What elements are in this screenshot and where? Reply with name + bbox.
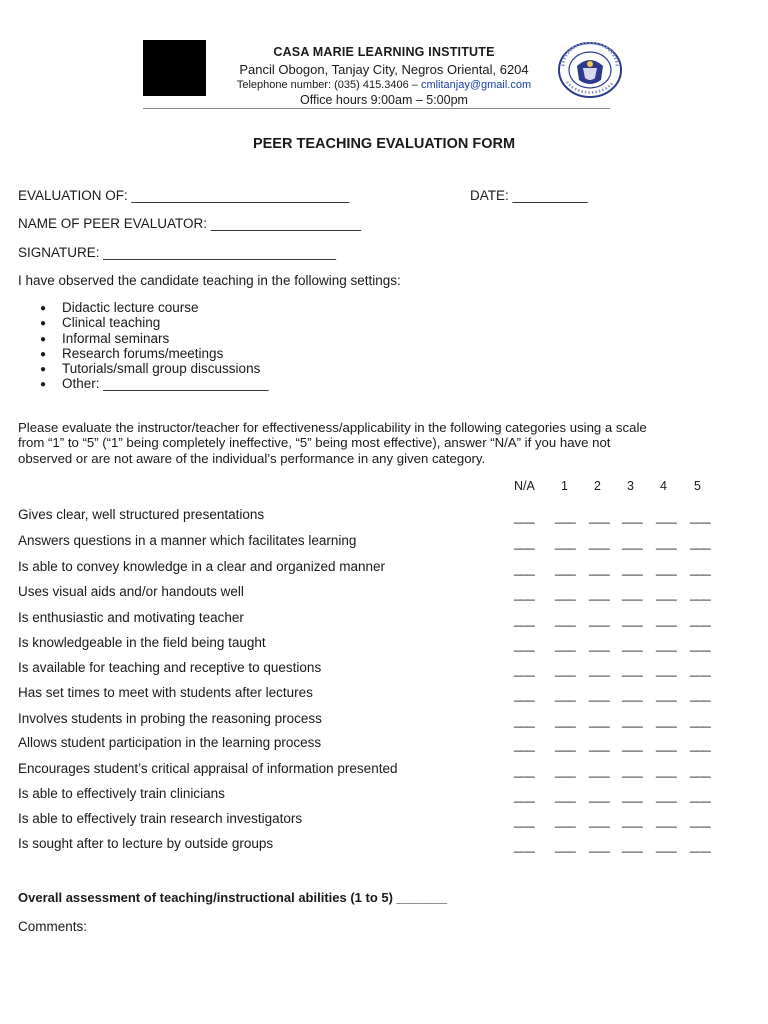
setting-label: Other: ______________________	[62, 376, 269, 391]
rating-blank-1[interactable]: ___	[555, 813, 576, 828]
rating-blank-5[interactable]: ___	[690, 637, 711, 652]
form-title: PEER TEACHING EVALUATION FORM	[252, 136, 516, 152]
criterion-label: Is knowledgeable in the field being taught	[18, 635, 266, 650]
rating-blank-2[interactable]: ___	[589, 838, 610, 853]
rating-blank-2[interactable]: ___	[589, 763, 610, 778]
criterion-label: Is enthusiastic and motivating teacher	[18, 610, 244, 625]
scale-header-3: 3	[627, 479, 634, 493]
rating-blank-1[interactable]: ___	[555, 788, 576, 803]
rating-blank-4[interactable]: ___	[656, 662, 677, 677]
criterion-label: Involves students in probing the reasoning process	[18, 711, 322, 726]
rating-blank-3[interactable]: ___	[622, 509, 643, 524]
setting-label: Informal seminars	[62, 331, 170, 346]
rating-blank-5[interactable]: ___	[690, 561, 711, 576]
rating-blank-na[interactable]: ___	[514, 737, 535, 752]
rating-blank-3[interactable]: ___	[622, 687, 643, 702]
evaluation-of-field[interactable]: EVALUATION OF: _____________________________	[18, 188, 350, 203]
rating-blank-4[interactable]: ___	[656, 509, 677, 524]
criterion-label: Is sought after to lecture by outside groups	[18, 836, 274, 851]
rating-blank-5[interactable]: ___	[690, 662, 711, 677]
rating-blank-5[interactable]: ___	[690, 612, 711, 627]
rating-blank-5[interactable]: ___	[690, 713, 711, 728]
rating-blank-3[interactable]: ___	[622, 788, 643, 803]
rating-blank-1[interactable]: ___	[555, 737, 576, 752]
rating-blank-3[interactable]: ___	[622, 586, 643, 601]
rating-blank-4[interactable]: ___	[656, 561, 677, 576]
rating-blank-1[interactable]: ___	[555, 637, 576, 652]
school-name: CASA MARIE LEARNING INSTITUTE	[273, 45, 495, 59]
rating-blank-4[interactable]: ___	[656, 612, 677, 627]
rating-blank-na[interactable]: ___	[514, 813, 535, 828]
rating-blank-2[interactable]: ___	[589, 713, 610, 728]
criterion-label: Answers questions in a manner which facilitates learning	[18, 533, 357, 548]
rating-blank-5[interactable]: ___	[690, 586, 711, 601]
instructions-line: from “1” to “5” (“1” being completely ineffective, “5” being most effective), answer “N/A” if you have not	[18, 435, 611, 451]
rating-blank-na[interactable]: ___	[514, 637, 535, 652]
rating-blank-1[interactable]: ___	[555, 662, 576, 677]
rating-blank-1[interactable]: ___	[555, 763, 576, 778]
rating-blank-1[interactable]: ___	[555, 838, 576, 853]
rating-blank-na[interactable]: ___	[514, 713, 535, 728]
rating-blank-3[interactable]: ___	[622, 838, 643, 853]
criterion-label: Gives clear, well structured presentations	[18, 507, 265, 522]
overall-assessment[interactable]: Overall assessment of teaching/instructional abilities (1 to 5) _______	[18, 890, 448, 905]
list-item[interactable]	[40, 376, 268, 391]
scale-header-2: 2	[594, 479, 601, 493]
rating-blank-na[interactable]: ___	[514, 612, 535, 627]
rating-blank-5[interactable]: ___	[690, 788, 711, 803]
setting-label: Tutorials/small group discussions	[62, 361, 261, 376]
rating-blank-1[interactable]: ___	[555, 535, 576, 550]
rating-blank-5[interactable]: ___	[690, 838, 711, 853]
criterion-label: Is able to convey knowledge in a clear and organized manner	[18, 559, 385, 574]
criterion-label: Is available for teaching and receptive to questions	[18, 660, 322, 675]
rating-blank-3[interactable]: ___	[622, 737, 643, 752]
rating-blank-5[interactable]: ___	[690, 509, 711, 524]
header-divider	[143, 108, 610, 109]
rating-blank-na[interactable]: ___	[514, 763, 535, 778]
setting-label: Research forums/meetings	[62, 346, 224, 361]
list-item[interactable]	[40, 346, 223, 361]
rating-blank-1[interactable]: ___	[555, 561, 576, 576]
scale-header-4: 4	[660, 479, 667, 493]
rating-blank-1[interactable]: ___	[555, 687, 576, 702]
rating-blank-3[interactable]: ___	[622, 763, 643, 778]
peer-evaluator-field[interactable]: NAME OF PEER EVALUATOR: ____________________	[18, 216, 361, 231]
rating-blank-4[interactable]: ___	[656, 763, 677, 778]
rating-blank-na[interactable]: ___	[514, 561, 535, 576]
rating-blank-4[interactable]: ___	[656, 586, 677, 601]
rating-blank-2[interactable]: ___	[589, 813, 610, 828]
list-item[interactable]	[40, 315, 160, 330]
rating-blank-na[interactable]: ___	[514, 838, 535, 853]
rating-blank-1[interactable]: ___	[555, 586, 576, 601]
rating-blank-1[interactable]: ___	[555, 509, 576, 524]
criterion-label: Uses visual aids and/or handouts well	[18, 584, 244, 599]
rating-blank-3[interactable]: ___	[622, 612, 643, 627]
school-telephone	[200, 79, 568, 91]
rating-blank-na[interactable]: ___	[514, 788, 535, 803]
school-address: Pancil Obogon, Tanjay City, Negros Oriental, 6204	[239, 62, 529, 77]
rating-blank-2[interactable]: ___	[589, 586, 610, 601]
criterion-label: Allows student participation in the learning process	[18, 735, 322, 750]
rating-blank-na[interactable]: ___	[514, 687, 535, 702]
rating-blank-5[interactable]: ___	[690, 687, 711, 702]
rating-blank-na[interactable]: ___	[514, 662, 535, 677]
rating-blank-4[interactable]: ___	[656, 687, 677, 702]
rating-blank-2[interactable]: ___	[589, 535, 610, 550]
bullet-icon: ●	[40, 318, 47, 329]
office-hours: Office hours 9:00am – 5:00pm	[300, 93, 468, 107]
criterion-label: Encourages student’s critical appraisal of information presented	[18, 761, 398, 776]
rating-blank-3[interactable]: ___	[622, 535, 643, 550]
rating-blank-4[interactable]: ___	[656, 788, 677, 803]
bullet-icon: ●	[40, 334, 47, 345]
rating-blank-2[interactable]: ___	[589, 637, 610, 652]
rating-blank-5[interactable]: ___	[690, 763, 711, 778]
bullet-icon: ●	[40, 349, 47, 360]
scale-header-5: 5	[694, 479, 701, 493]
settings-intro: I have observed the candidate teaching in the following settings:	[18, 273, 401, 288]
rating-blank-1[interactable]: ___	[555, 713, 576, 728]
rating-blank-2[interactable]: ___	[589, 509, 610, 524]
bullet-icon: ●	[40, 379, 47, 390]
deped-seal-icon	[557, 42, 623, 98]
list-item[interactable]	[40, 361, 260, 376]
rating-blank-na[interactable]: ___	[514, 535, 535, 550]
rating-blank-na[interactable]: ___	[514, 509, 535, 524]
date-field[interactable]: DATE: __________	[470, 188, 588, 203]
scale-header-1: 1	[561, 479, 568, 493]
criterion-label: Is able to effectively train research investigators	[18, 811, 303, 826]
bullet-icon: ●	[40, 303, 47, 314]
criterion-label: Has set times to meet with students after lectures	[18, 685, 313, 700]
rating-blank-3[interactable]: ___	[622, 637, 643, 652]
rating-blank-3[interactable]: ___	[622, 813, 643, 828]
rating-blank-4[interactable]: ___	[656, 838, 677, 853]
criterion-label: Is able to effectively train clinicians	[18, 786, 225, 801]
rating-blank-4[interactable]: ___	[656, 737, 677, 752]
instructions	[18, 420, 758, 466]
rating-blank-4[interactable]: ___	[656, 713, 677, 728]
instructions-line: Please evaluate the instructor/teacher for effectiveness/applicability in the following categories using a scale	[18, 420, 647, 435]
comments-label: Comments:	[18, 919, 88, 934]
list-item[interactable]	[40, 331, 169, 346]
school-logo	[143, 40, 206, 96]
rating-blank-2[interactable]: ___	[589, 737, 610, 752]
email-link[interactable]: cmlitanjay@gmail.com	[420, 79, 532, 91]
rating-blank-5[interactable]: ___	[690, 813, 711, 828]
rating-blank-3[interactable]: ___	[622, 561, 643, 576]
bullet-icon: ●	[40, 364, 47, 375]
instructions-line: observed or are not aware of the individual’s performance in any given category.	[18, 450, 486, 466]
rating-blank-2[interactable]: ___	[589, 612, 610, 627]
telephone-label: Telephone number: (035) 415.3406 –	[236, 79, 421, 91]
rating-blank-na[interactable]: ___	[514, 586, 535, 601]
rating-blank-2[interactable]: ___	[589, 561, 610, 576]
rating-blank-4[interactable]: ___	[656, 813, 677, 828]
list-item[interactable]	[40, 300, 199, 315]
setting-label: Didactic lecture course	[62, 300, 199, 315]
rating-blank-4[interactable]: ___	[656, 535, 677, 550]
rating-blank-3[interactable]: ___	[622, 662, 643, 677]
rating-blank-2[interactable]: ___	[589, 788, 610, 803]
signature-field[interactable]: SIGNATURE: _______________________________	[18, 245, 337, 260]
rating-blank-5[interactable]: ___	[690, 535, 711, 550]
scale-header-na: N/A	[514, 479, 535, 493]
setting-label: Clinical teaching	[62, 315, 161, 330]
rating-blank-2[interactable]: ___	[589, 662, 610, 677]
rating-blank-2[interactable]: ___	[589, 687, 610, 702]
rating-blank-4[interactable]: ___	[656, 637, 677, 652]
rating-blank-5[interactable]: ___	[690, 737, 711, 752]
rating-blank-3[interactable]: ___	[622, 713, 643, 728]
rating-blank-1[interactable]: ___	[555, 612, 576, 627]
